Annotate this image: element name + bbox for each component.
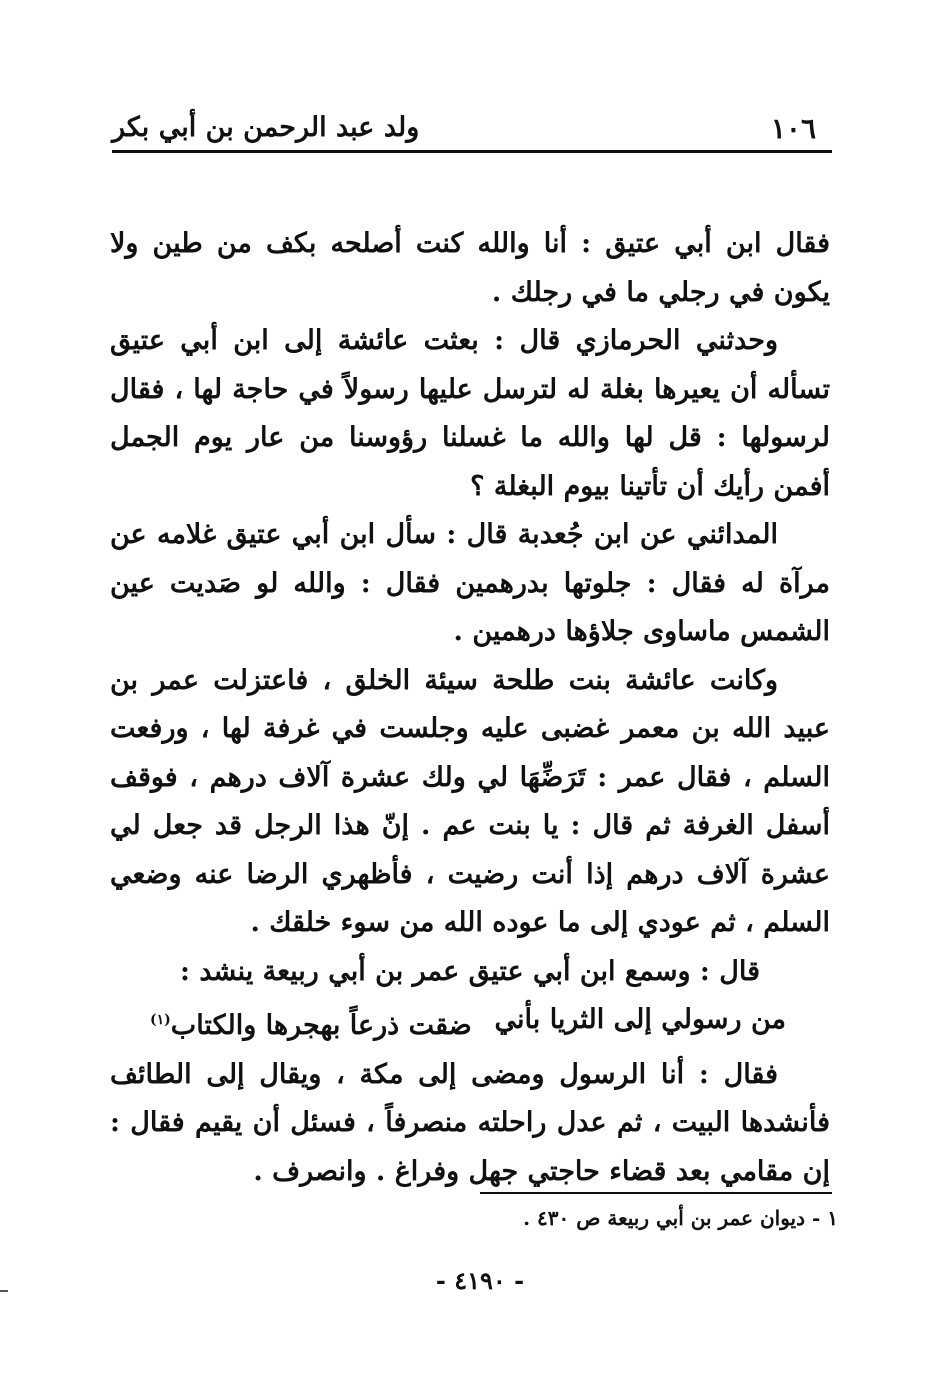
scan-mark	[0, 1290, 8, 1292]
verse-second-hemistich	[150, 996, 472, 1051]
running-title: ولد عبد الرحمن بن أبي بكر	[112, 112, 420, 143]
page-number: ١٠٦	[770, 112, 816, 145]
folio-number: - ٤١٩٠ -	[435, 1266, 525, 1295]
paragraph-2: وحدثني الحرمازي قال : بعثت عائشة إلى ابن أبي عتيق تسأله أن يعيرها بغلة له لترسل عليها رسولاً في حاجة لها ، فقال لرسولها : قل لها والله ما غسلنا رؤوسنا من عار يوم الجمل أفمن رأيك أن تأتينا بيوم البغلة ؟	[110, 325, 830, 502]
body-text	[110, 220, 830, 1196]
verse-first-hemistich: من رسولي إلى الثريا بأني	[494, 1004, 786, 1035]
footnote: ١ - ديوان عمر بن أبي ربيعة ص ٤٣٠ .	[523, 1206, 838, 1230]
paragraph-6: فقال : أنا الرسول ومضى إلى مكة ، ويقال إلى الطائف فأنشدها البيت ، ثم عدل راحلته منصرفاً ، فسئل أن يقيم فقال : إن مقامي بعد قضاء حاجتي جهل وفراغ . وانصرف .	[110, 1058, 830, 1187]
paragraph-5: قال : وسمع ابن أبي عتيق عمر بن أبي ربيعة ينشد :	[179, 955, 761, 987]
verse-second-hemistich-text: ضقت ذرعاً بهجرها والكتاب	[170, 1010, 472, 1041]
paragraph-1: فقال ابن أبي عتيق : أنا والله كنت أصلحه بكف من طين ولا يكون في رجلي ما في رجلك .	[110, 228, 830, 308]
header-rule	[112, 150, 832, 153]
paragraph-4: وكانت عائشة بنت طلحة سيئة الخلق ، فاعتزلت عمر بن عبيد الله بن معمر غضبى عليه وجلست في غرفة لها ، ورفعت السلم ، فقال عمر : تَرَضِّهَا لي ولك عشرة آلاف درهم ، فوقف أسفل الغرفة ثم قال : يا بنت عم . إنّ هذا الرجل قد جعل لي عشرة آلاف درهم إذا أنت رضيت ، فأظهري الرضا عنه وضعي السلم ، ثم عودي إلى ما عوده الله من سوء خلقك .	[110, 664, 830, 938]
footnote-marker: (١)	[150, 1012, 171, 1028]
paragraph-3: المدائني عن ابن جُعدبة قال : سأل ابن أبي عتيق غلامه عن مرآة له فقال : جلوتها بدرهمين فقال : والله لو صَديت عين الشمس ماساوى جلاؤها درهمين .	[110, 519, 830, 647]
poetry-verse	[110, 996, 830, 1051]
footnote-rule	[480, 1192, 832, 1194]
page-header	[112, 108, 828, 150]
